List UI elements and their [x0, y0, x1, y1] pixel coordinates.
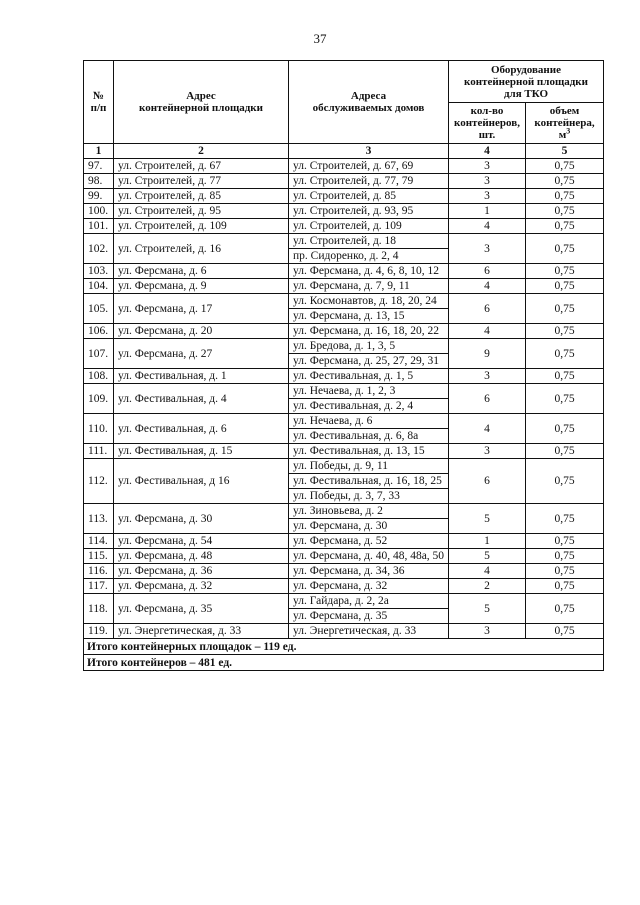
container-volume: 0,75	[526, 234, 604, 264]
container-count: 4	[449, 414, 526, 444]
served-house: ул. Строителей, д. 85	[289, 189, 449, 204]
total-containers: Итого контейнеров – 481 ед.	[84, 655, 604, 671]
site-address: ул. Ферсмана, д. 48	[114, 549, 289, 564]
container-count: 4	[449, 564, 526, 579]
row-number: 114.	[84, 534, 114, 549]
row-number: 107.	[84, 339, 114, 369]
served-house: ул. Строителей, д. 77, 79	[289, 174, 449, 189]
container-volume: 0,75	[526, 534, 604, 549]
served-house: ул. Энергетическая, д. 33	[289, 624, 449, 639]
container-count: 3	[449, 444, 526, 459]
served-house: ул. Фестивальная, д. 13, 15	[289, 444, 449, 459]
page-number: 37	[313, 31, 327, 46]
container-volume: 0,75	[526, 594, 604, 624]
row-number: 110.	[84, 414, 114, 444]
site-address: ул. Ферсмана, д. 27	[114, 339, 289, 369]
container-volume: 0,75	[526, 264, 604, 279]
table-row	[84, 579, 604, 594]
served-house: ул. Строителей, д. 93, 95	[289, 204, 449, 219]
table-row	[84, 534, 604, 549]
container-count: 6	[449, 459, 526, 504]
container-count: 6	[449, 384, 526, 414]
row-number: 105.	[84, 294, 114, 324]
container-count: 6	[449, 264, 526, 279]
container-volume: 0,75	[526, 579, 604, 594]
row-number: 108.	[84, 369, 114, 384]
row-number: 109.	[84, 384, 114, 414]
site-address: ул. Ферсмана, д. 20	[114, 324, 289, 339]
container-sites-table	[83, 60, 604, 671]
site-address: ул. Фестивальная, д 16	[114, 459, 289, 504]
row-number: 97.	[84, 159, 114, 174]
site-address: ул. Строителей, д. 77	[114, 174, 289, 189]
container-volume: 0,75	[526, 444, 604, 459]
site-address: ул. Ферсмана, д. 17	[114, 294, 289, 324]
container-count: 2	[449, 579, 526, 594]
header-volume	[526, 103, 604, 144]
header-count: кол-во контейнеров, шт.	[449, 103, 526, 144]
header-volume-text: объем контейнера, м	[534, 105, 595, 141]
site-address: ул. Ферсмана, д. 32	[114, 579, 289, 594]
container-count: 3	[449, 159, 526, 174]
served-house: ул. Ферсмана, д. 13, 15	[289, 309, 449, 324]
served-house: ул. Ферсмана, д. 34, 36	[289, 564, 449, 579]
served-house: ул. Строителей, д. 18	[289, 234, 449, 249]
container-volume: 0,75	[526, 339, 604, 369]
site-address: ул. Энергетическая, д. 33	[114, 624, 289, 639]
row-number: 103.	[84, 264, 114, 279]
table-row	[84, 459, 604, 474]
row-number: 104.	[84, 279, 114, 294]
header-houses: Адреса обслуживаемых домов	[289, 61, 449, 144]
table-row	[84, 444, 604, 459]
row-number: 116.	[84, 564, 114, 579]
container-volume: 0,75	[526, 174, 604, 189]
site-address: ул. Ферсмана, д. 54	[114, 534, 289, 549]
table-row	[84, 294, 604, 309]
served-house: ул. Фестивальная, д. 6, 8а	[289, 429, 449, 444]
table-row	[84, 324, 604, 339]
served-house: ул. Ферсмана, д. 32	[289, 579, 449, 594]
served-house: ул. Нечаева, д. 1, 2, 3	[289, 384, 449, 399]
site-address: ул. Ферсмана, д. 9	[114, 279, 289, 294]
site-address: ул. Строителей, д. 16	[114, 234, 289, 264]
served-house: ул. Фестивальная, д. 16, 18, 25	[289, 474, 449, 489]
container-count: 3	[449, 624, 526, 639]
container-count: 4	[449, 219, 526, 234]
table-row	[84, 384, 604, 399]
header-volume-sup: 3	[566, 126, 571, 136]
header-equipment: Оборудование контейнерной площадки для ТКО	[449, 61, 604, 103]
table-row	[84, 204, 604, 219]
column-number: 1	[84, 144, 114, 159]
total-sites: Итого контейнерных площадок – 119 ед.	[84, 639, 604, 655]
served-house: ул. Ферсмана, д. 7, 9, 11	[289, 279, 449, 294]
container-count: 5	[449, 549, 526, 564]
column-number: 4	[449, 144, 526, 159]
table-row	[84, 279, 604, 294]
table-row	[84, 414, 604, 429]
served-house: ул. Ферсмана, д. 35	[289, 609, 449, 624]
container-volume: 0,75	[526, 279, 604, 294]
container-volume: 0,75	[526, 159, 604, 174]
table-row	[84, 339, 604, 354]
container-volume: 0,75	[526, 564, 604, 579]
site-address: ул. Ферсмана, д. 35	[114, 594, 289, 624]
row-number: 106.	[84, 324, 114, 339]
column-numbers-row	[84, 144, 604, 159]
row-number: 119.	[84, 624, 114, 639]
site-address: ул. Строителей, д. 67	[114, 159, 289, 174]
table-row	[84, 594, 604, 609]
container-volume: 0,75	[526, 624, 604, 639]
served-house: ул. Победы, д. 9, 11	[289, 459, 449, 474]
row-number: 102.	[84, 234, 114, 264]
served-house: ул. Бредова, д. 1, 3, 5	[289, 339, 449, 354]
site-address: ул. Строителей, д. 95	[114, 204, 289, 219]
table-row	[84, 174, 604, 189]
served-house: ул. Ферсмана, д. 52	[289, 534, 449, 549]
container-volume: 0,75	[526, 204, 604, 219]
row-number: 115.	[84, 549, 114, 564]
served-house: ул. Ферсмана, д. 4, 6, 8, 10, 12	[289, 264, 449, 279]
served-house: ул. Гайдара, д. 2, 2а	[289, 594, 449, 609]
container-count: 1	[449, 534, 526, 549]
container-count: 3	[449, 234, 526, 264]
served-house: ул. Фестивальная, д. 2, 4	[289, 399, 449, 414]
container-count: 5	[449, 504, 526, 534]
row-number: 101.	[84, 219, 114, 234]
served-house: ул. Фестивальная, д. 1, 5	[289, 369, 449, 384]
site-address: ул. Ферсмана, д. 6	[114, 264, 289, 279]
site-address: ул. Строителей, д. 85	[114, 189, 289, 204]
container-volume: 0,75	[526, 294, 604, 324]
table-row	[84, 234, 604, 249]
container-count: 9	[449, 339, 526, 369]
container-volume: 0,75	[526, 219, 604, 234]
column-number: 2	[114, 144, 289, 159]
row-number: 118.	[84, 594, 114, 624]
container-count: 4	[449, 324, 526, 339]
container-count: 3	[449, 369, 526, 384]
served-house: ул. Строителей, д. 109	[289, 219, 449, 234]
container-count: 3	[449, 174, 526, 189]
container-volume: 0,75	[526, 549, 604, 564]
container-count: 5	[449, 594, 526, 624]
table-row	[84, 624, 604, 639]
header-no: № п/п	[84, 61, 114, 144]
served-house: ул. Нечаева, д. 6	[289, 414, 449, 429]
row-number: 111.	[84, 444, 114, 459]
served-house: ул. Ферсмана, д. 40, 48, 48а, 50	[289, 549, 449, 564]
row-number: 113.	[84, 504, 114, 534]
site-address: ул. Строителей, д. 109	[114, 219, 289, 234]
container-count: 3	[449, 189, 526, 204]
row-number: 112.	[84, 459, 114, 504]
site-address: ул. Ферсмана, д. 36	[114, 564, 289, 579]
row-number: 99.	[84, 189, 114, 204]
container-volume: 0,75	[526, 504, 604, 534]
table-row	[84, 369, 604, 384]
row-number: 100.	[84, 204, 114, 219]
site-address: ул. Фестивальная, д. 6	[114, 414, 289, 444]
table-row	[84, 549, 604, 564]
table-row	[84, 189, 604, 204]
served-house: ул. Зиновьева, д. 2	[289, 504, 449, 519]
container-count: 4	[449, 279, 526, 294]
container-count: 1	[449, 204, 526, 219]
served-house: пр. Сидоренко, д. 2, 4	[289, 249, 449, 264]
table-row	[84, 159, 604, 174]
site-address: ул. Ферсмана, д. 30	[114, 504, 289, 534]
container-volume: 0,75	[526, 369, 604, 384]
site-address: ул. Фестивальная, д. 4	[114, 384, 289, 414]
served-house: ул. Ферсмана, д. 25, 27, 29, 31	[289, 354, 449, 369]
served-house: ул. Ферсмана, д. 30	[289, 519, 449, 534]
served-house: ул. Космонавтов, д. 18, 20, 24	[289, 294, 449, 309]
container-volume: 0,75	[526, 459, 604, 504]
container-volume: 0,75	[526, 189, 604, 204]
table-row	[84, 564, 604, 579]
site-address: ул. Фестивальная, д. 1	[114, 369, 289, 384]
container-count: 6	[449, 294, 526, 324]
column-number: 5	[526, 144, 604, 159]
served-house: ул. Ферсмана, д. 16, 18, 20, 22	[289, 324, 449, 339]
container-volume: 0,75	[526, 324, 604, 339]
table-row	[84, 504, 604, 519]
site-address: ул. Фестивальная, д. 15	[114, 444, 289, 459]
table-row	[84, 219, 604, 234]
served-house: ул. Победы, д. 3, 7, 33	[289, 489, 449, 504]
row-number: 98.	[84, 174, 114, 189]
row-number: 117.	[84, 579, 114, 594]
table-row	[84, 264, 604, 279]
container-volume: 0,75	[526, 414, 604, 444]
column-number: 3	[289, 144, 449, 159]
header-address: Адрес контейнерной площадки	[114, 61, 289, 144]
served-house: ул. Строителей, д. 67, 69	[289, 159, 449, 174]
container-volume: 0,75	[526, 384, 604, 414]
